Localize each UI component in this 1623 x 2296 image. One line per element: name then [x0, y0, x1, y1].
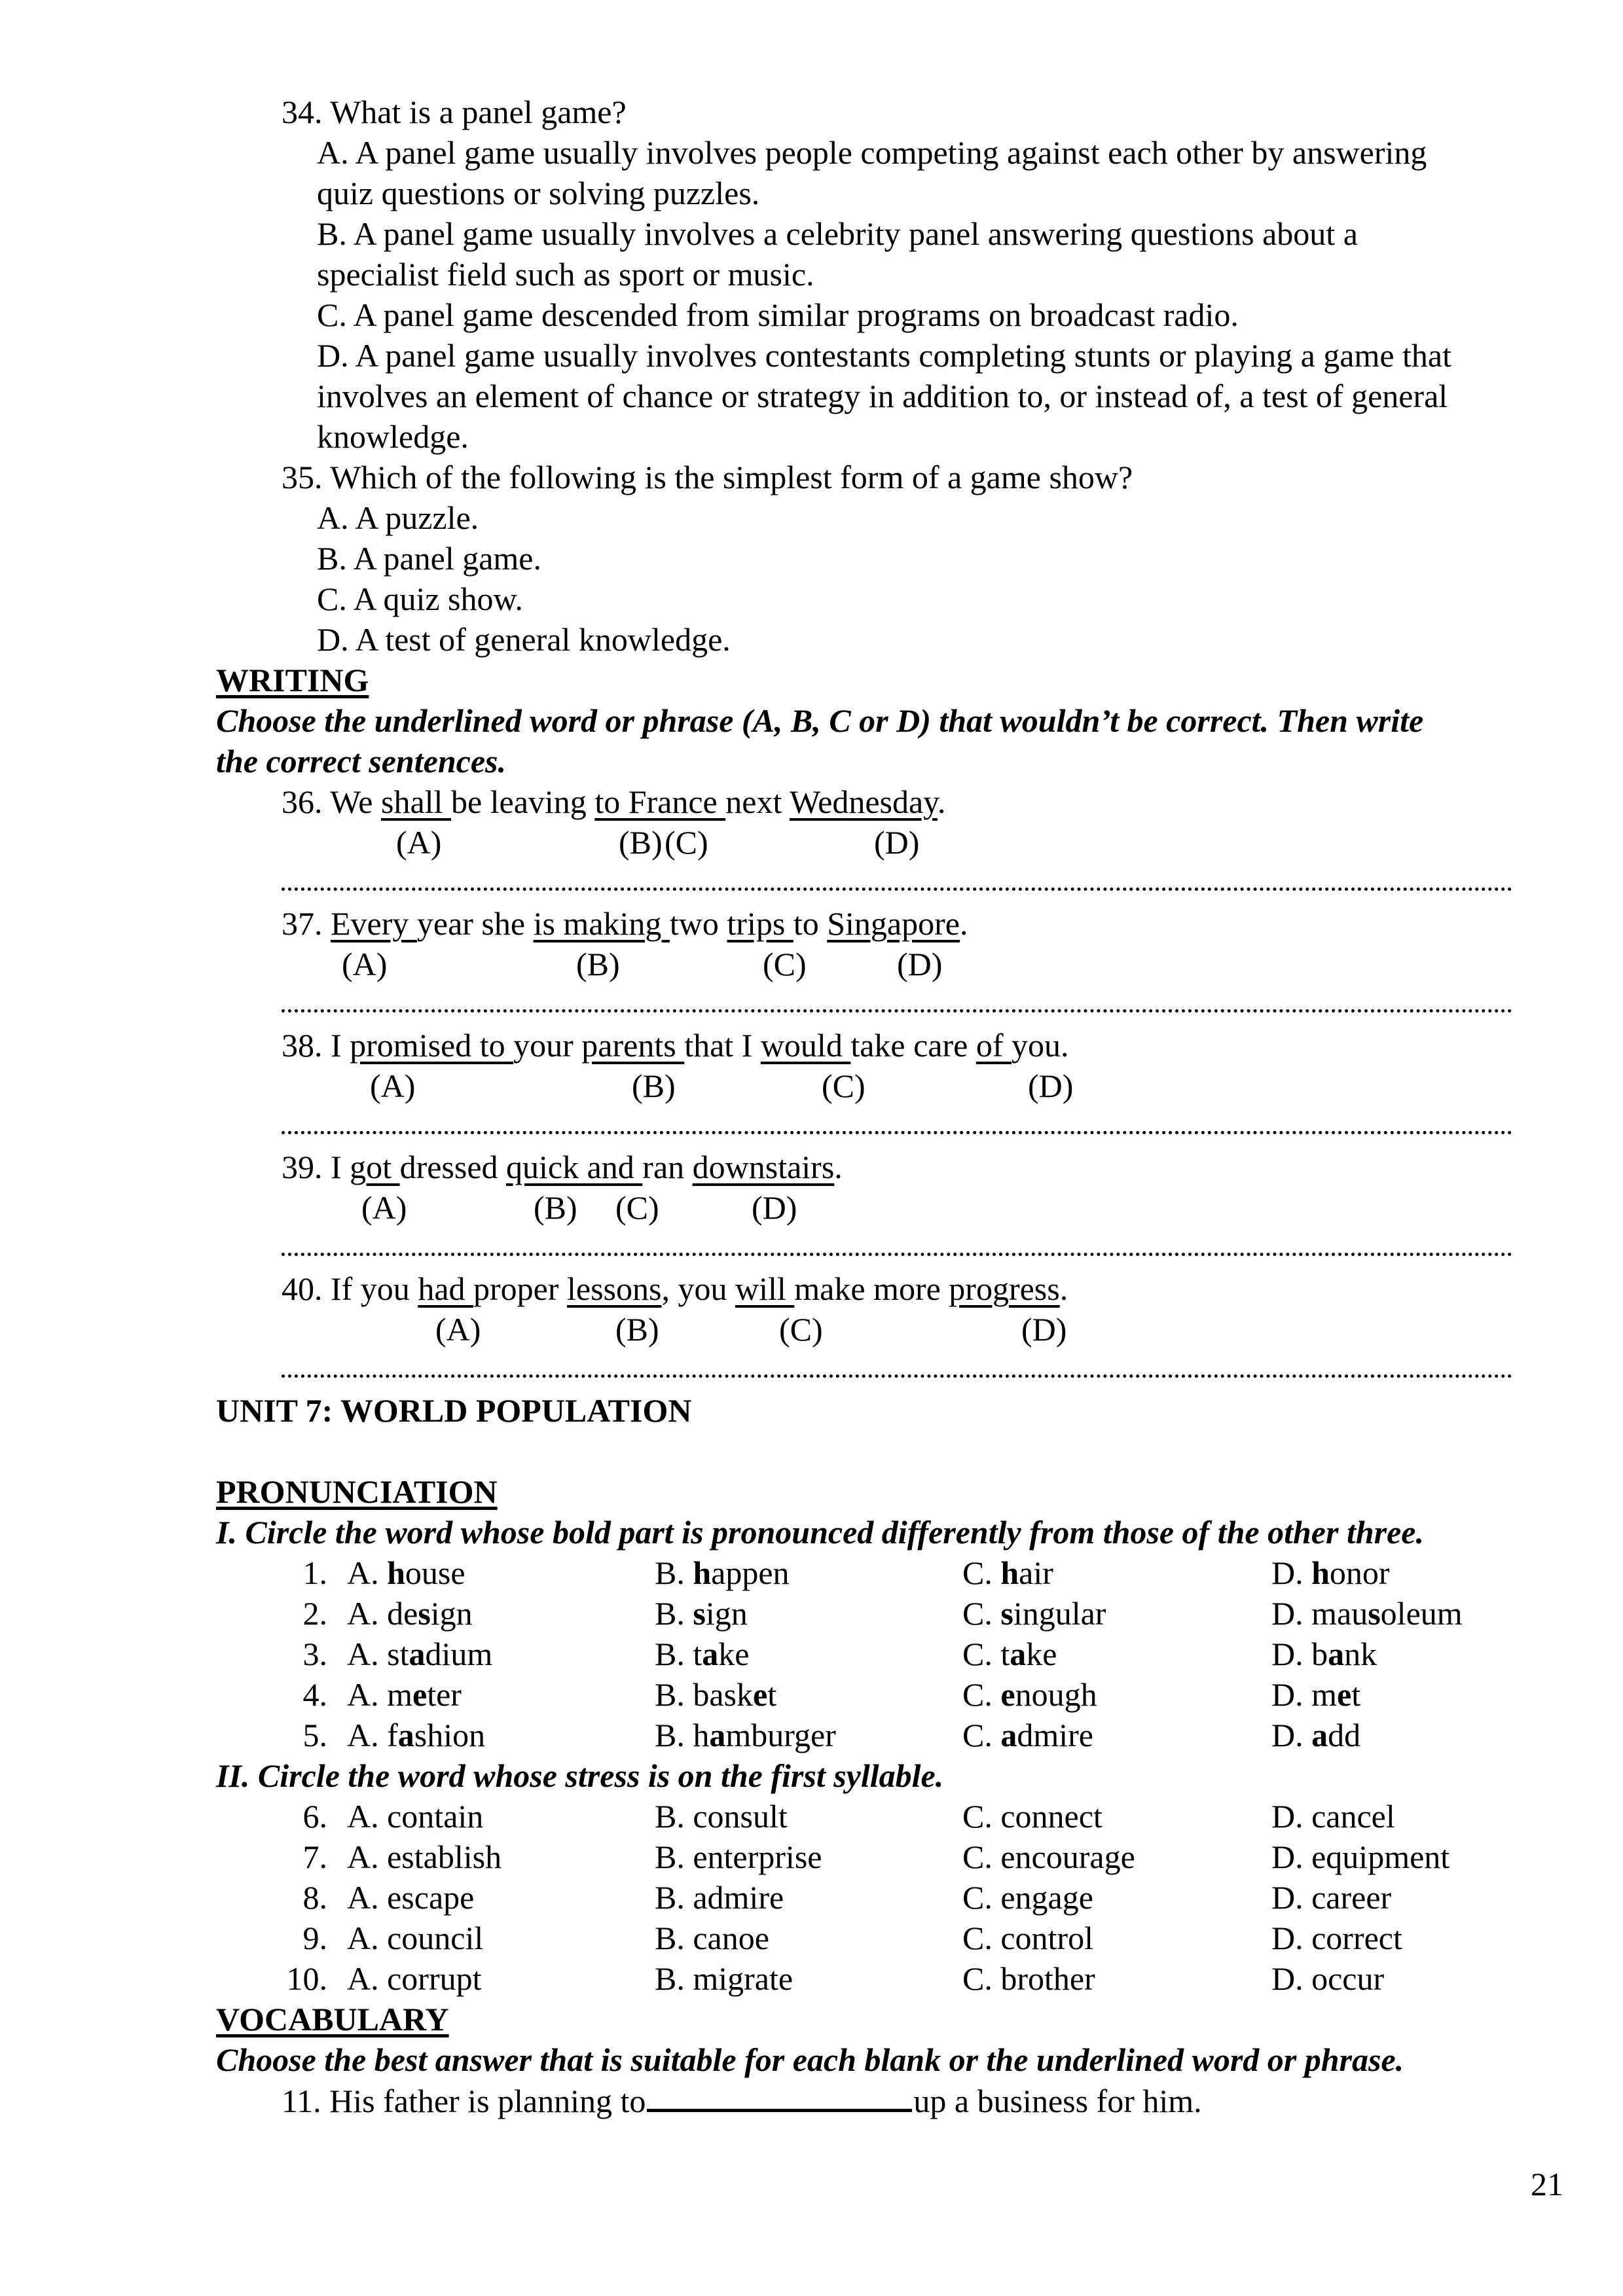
bold-part: a — [1000, 1717, 1017, 1753]
question-row — [0, 1552, 1623, 1593]
q35-option-d: D. A test of general knowledge. — [317, 621, 731, 658]
sentence-text: ran — [642, 1149, 693, 1185]
bold-part: a — [397, 1717, 414, 1753]
question-number: 9. — [302, 1920, 327, 1956]
bold-part: h — [387, 1554, 405, 1591]
choice-letter: (D) — [1021, 1311, 1067, 1348]
writing-item-38-answer-line[interactable] — [282, 1127, 1512, 1134]
answer-option[interactable]: C. admire — [962, 1717, 1093, 1753]
question-number: 4. — [302, 1676, 327, 1713]
choice-letter: (D) — [752, 1189, 797, 1226]
choice-letter: (A) — [342, 946, 388, 982]
question-row — [0, 1837, 1623, 1877]
answer-option[interactable]: A. contain — [347, 1798, 484, 1835]
answer-option[interactable]: C. brother — [962, 1960, 1095, 1997]
vocabulary-question-11 — [282, 2080, 1202, 2121]
writing-item-38 — [282, 1025, 1069, 1066]
unit-title: UNIT 7: WORLD POPULATION — [216, 1392, 692, 1429]
answer-option[interactable]: A. council — [347, 1920, 484, 1956]
answer-option[interactable]: B. sign — [655, 1595, 748, 1632]
underlined-choice[interactable]: Every — [331, 905, 417, 942]
sentence-text: If you — [331, 1270, 418, 1307]
choice-letter: (C) — [665, 824, 708, 861]
choice-letter: (B) — [534, 1189, 577, 1226]
bold-part: s — [1368, 1595, 1381, 1632]
q34-option-a-line2: quiz questions or solving puzzles. — [317, 175, 760, 211]
question-number: 10. — [286, 1960, 327, 1997]
question-number: 1. — [302, 1554, 327, 1591]
q11-text-before: 11. His father is planning to — [282, 2083, 646, 2119]
item-number: 36. — [282, 783, 331, 820]
answer-option[interactable]: D. career — [1271, 1879, 1392, 1916]
choice-letter: (A) — [361, 1189, 407, 1226]
answer-option[interactable]: C. engage — [962, 1879, 1093, 1916]
sentence-text: take care — [850, 1027, 976, 1064]
answer-option[interactable]: B. hamburger — [655, 1717, 836, 1753]
writing-item-36 — [282, 781, 945, 822]
answer-option[interactable]: D. mausoleum — [1271, 1595, 1463, 1632]
underlined-choice[interactable]: quick and — [506, 1149, 643, 1185]
bold-part: a — [1010, 1636, 1027, 1672]
answer-option[interactable]: D. add — [1271, 1717, 1361, 1753]
question-row — [0, 1877, 1623, 1918]
answer-option[interactable]: C. enough — [962, 1676, 1097, 1713]
bold-part: s — [693, 1595, 706, 1632]
bold-part: a — [709, 1717, 726, 1753]
sentence-text: I — [331, 1027, 350, 1064]
choice-letter: (C) — [822, 1067, 866, 1104]
answer-option[interactable]: C. take — [962, 1636, 1057, 1672]
question-row — [0, 1593, 1623, 1634]
answer-option[interactable]: D. cancel — [1271, 1798, 1395, 1835]
question-number: 6. — [302, 1798, 327, 1835]
q35-option-c: C. A quiz show. — [317, 581, 523, 617]
bold-part: a — [1328, 1636, 1345, 1672]
question-number: 2. — [302, 1595, 327, 1632]
sentence-text: make more — [794, 1270, 949, 1307]
choice-letter: (A) — [435, 1311, 481, 1348]
pronunciation-part1-instruction: I. Circle the word whose bold part is pronounced differently from those of the other three. — [216, 1514, 1424, 1551]
bold-part: e — [753, 1676, 768, 1713]
question-number: 7. — [302, 1839, 327, 1875]
underlined-choice[interactable]: got — [350, 1149, 400, 1185]
sentence-text: I — [331, 1149, 350, 1185]
answer-option[interactable]: C. connect — [962, 1798, 1103, 1835]
underlined-choice[interactable]: downstairs — [692, 1149, 835, 1185]
q34-option-a-line1: A. A panel game usually involves people competing against each other by answering — [317, 134, 1427, 171]
answer-option[interactable]: B. admire — [655, 1879, 784, 1916]
choice-letter: (B) — [576, 946, 620, 982]
question-row — [0, 1715, 1623, 1755]
q35-option-b: B. A panel game. — [317, 540, 541, 577]
bold-part: a — [1311, 1717, 1328, 1753]
item-number: 37. — [282, 905, 331, 942]
choice-letter: (D) — [874, 824, 920, 861]
answer-option[interactable]: A. meter — [347, 1676, 462, 1713]
pronunciation-heading: PRONUNCIATION — [216, 1473, 498, 1510]
q34-option-b-line1: B. A panel game usually involves a celebrity panel answering questions about a — [317, 215, 1358, 252]
answer-option[interactable]: A. corrupt — [347, 1960, 482, 1997]
answer-option[interactable]: A. design — [347, 1595, 473, 1632]
sentence-text: dressed — [399, 1149, 507, 1185]
bold-part: h — [1000, 1554, 1019, 1591]
bold-part: a — [702, 1636, 719, 1672]
answer-option[interactable]: B. basket — [655, 1676, 777, 1713]
item-number: 39. — [282, 1149, 331, 1185]
answer-option[interactable]: C. singular — [962, 1595, 1106, 1632]
writing-instruction-line2: the correct sentences. — [216, 743, 506, 780]
underlined-choice[interactable]: progress — [949, 1270, 1060, 1307]
answer-option[interactable]: C. control — [962, 1920, 1093, 1956]
writing-item-36-answer-line[interactable] — [282, 884, 1512, 891]
sentence-text: , you — [661, 1270, 735, 1307]
writing-item-40-answer-line[interactable] — [282, 1371, 1512, 1378]
question-35: 35. Which of the following is the simplest form of a game show? — [282, 459, 1133, 495]
underlined-choice[interactable]: would — [760, 1027, 851, 1064]
choice-letter: (C) — [779, 1311, 823, 1348]
question-row — [0, 1634, 1623, 1674]
q34-option-b-line2: specialist field such as sport or music. — [317, 256, 814, 293]
sentence-text: We — [330, 783, 381, 820]
question-row — [0, 1958, 1623, 1999]
question-row — [0, 1918, 1623, 1958]
item-number: 38. — [282, 1027, 331, 1064]
page-number: 21 — [1531, 2166, 1563, 2202]
answer-option[interactable]: B. enterprise — [655, 1839, 822, 1875]
underlined-choice[interactable]: had — [418, 1270, 474, 1307]
underlined-choice[interactable]: Singapore — [827, 905, 960, 942]
sentence-text: next — [725, 783, 790, 820]
sentence-text: . — [959, 905, 968, 942]
writing-instruction-line1: Choose the underlined word or phrase (A, B, C or D) that wouldn’t be correct. Then write — [216, 702, 1424, 739]
answer-option[interactable]: A. stadium — [347, 1636, 493, 1672]
bold-part: e — [1000, 1676, 1015, 1713]
writing-item-40 — [282, 1268, 1068, 1309]
writing-item-37 — [282, 903, 968, 944]
q34-option-d-line2: involves an element of chance or strategy in addition to, or instead of, a test of general — [317, 378, 1448, 414]
choice-letter: (D) — [1028, 1067, 1074, 1104]
question-number: 3. — [302, 1636, 327, 1672]
answer-option[interactable]: A. escape — [347, 1879, 475, 1916]
item-number: 40. — [282, 1270, 331, 1307]
question-row — [0, 1796, 1623, 1837]
question-34: 34. What is a panel game? — [282, 94, 627, 130]
sentence-text: be leaving — [450, 783, 595, 820]
underlined-choice[interactable]: trips — [727, 905, 793, 942]
question-row — [0, 1674, 1623, 1715]
bold-part: h — [693, 1554, 712, 1591]
sentence-text: year she — [416, 905, 534, 942]
question-number: 8. — [302, 1879, 327, 1916]
sentence-text: . — [834, 1149, 843, 1185]
answer-option[interactable]: D. equipment — [1271, 1839, 1450, 1875]
answer-option[interactable]: B. canoe — [655, 1920, 769, 1956]
sentence-text: you. — [1012, 1027, 1069, 1064]
answer-option[interactable]: D. met — [1271, 1676, 1361, 1713]
choice-letter: (B) — [632, 1067, 676, 1104]
underlined-choice[interactable]: parents — [581, 1027, 685, 1064]
bold-part: e — [412, 1676, 428, 1713]
sentence-text: two — [669, 905, 727, 942]
bold-part: s — [1000, 1595, 1013, 1632]
q34-option-d-line3: knowledge. — [317, 418, 469, 455]
answer-option[interactable]: B. take — [655, 1636, 750, 1672]
underlined-choice[interactable]: will — [735, 1270, 795, 1307]
pronunciation-part2-instruction: II. Circle the word whose stress is on the first syllable. — [216, 1757, 944, 1794]
answer-option[interactable]: C. hair — [962, 1554, 1053, 1591]
answer-option[interactable]: A. fashion — [347, 1717, 486, 1753]
underlined-choice[interactable]: Wednesday — [789, 783, 938, 820]
choice-letter: (C) — [615, 1189, 659, 1226]
vocabulary-instruction: Choose the best answer that is suitable for each blank or the underlined word or phrase. — [216, 2041, 1404, 2078]
underlined-choice[interactable]: shall — [381, 783, 451, 820]
vocabulary-heading: VOCABULARY — [216, 2001, 449, 2037]
choice-letter: (D) — [897, 946, 943, 982]
underlined-choice[interactable]: to France — [594, 783, 726, 820]
writing-item-39 — [282, 1147, 843, 1187]
answer-option[interactable]: A. establish — [347, 1839, 502, 1875]
q11-blank[interactable] — [647, 2080, 912, 2112]
answer-option[interactable]: A. house — [347, 1554, 465, 1591]
answer-option[interactable]: B. migrate — [655, 1960, 793, 1997]
choice-letter: (A) — [370, 1067, 416, 1104]
sentence-text: your — [513, 1027, 582, 1064]
writing-heading: WRITING — [216, 662, 369, 698]
q34-option-c: C. A panel game descended from similar programs on broadcast radio. — [317, 296, 1239, 333]
choice-letter: (B) — [619, 824, 663, 861]
underlined-choice[interactable]: promised to — [350, 1027, 514, 1064]
underlined-choice[interactable]: of — [976, 1027, 1012, 1064]
underlined-choice[interactable]: lessons — [567, 1270, 662, 1307]
choice-letter: (A) — [396, 824, 442, 861]
writing-item-39-answer-line[interactable] — [282, 1249, 1512, 1256]
answer-option[interactable]: B. happen — [655, 1554, 790, 1591]
choice-letter: (C) — [763, 946, 807, 982]
answer-option[interactable]: B. consult — [655, 1798, 788, 1835]
choice-letter: (B) — [615, 1311, 659, 1348]
answer-option[interactable]: D. occur — [1271, 1960, 1385, 1997]
writing-item-37-answer-line[interactable] — [282, 1005, 1512, 1013]
sentence-text: . — [937, 783, 946, 820]
q34-option-d-line1: D. A panel game usually involves contestants completing stunts or playing a game that — [317, 337, 1452, 374]
sentence-text: . — [1059, 1270, 1068, 1307]
answer-option[interactable]: D. bank — [1271, 1636, 1377, 1672]
sentence-text: proper — [473, 1270, 568, 1307]
bold-part: a — [409, 1636, 426, 1672]
sentence-text: that I — [684, 1027, 761, 1064]
bold-part: e — [1337, 1676, 1352, 1713]
answer-option[interactable]: D. honor — [1271, 1554, 1390, 1591]
question-number: 5. — [302, 1717, 327, 1753]
answer-option[interactable]: C. encourage — [962, 1839, 1135, 1875]
answer-option[interactable]: D. correct — [1271, 1920, 1402, 1956]
q11-text-after: up a business for him. — [913, 2083, 1202, 2119]
underlined-choice[interactable]: is making — [533, 905, 670, 942]
bold-part: h — [1311, 1554, 1330, 1591]
sentence-text: to — [793, 905, 828, 942]
bold-part: s — [418, 1595, 431, 1632]
q35-option-a: A. A puzzle. — [317, 499, 479, 536]
